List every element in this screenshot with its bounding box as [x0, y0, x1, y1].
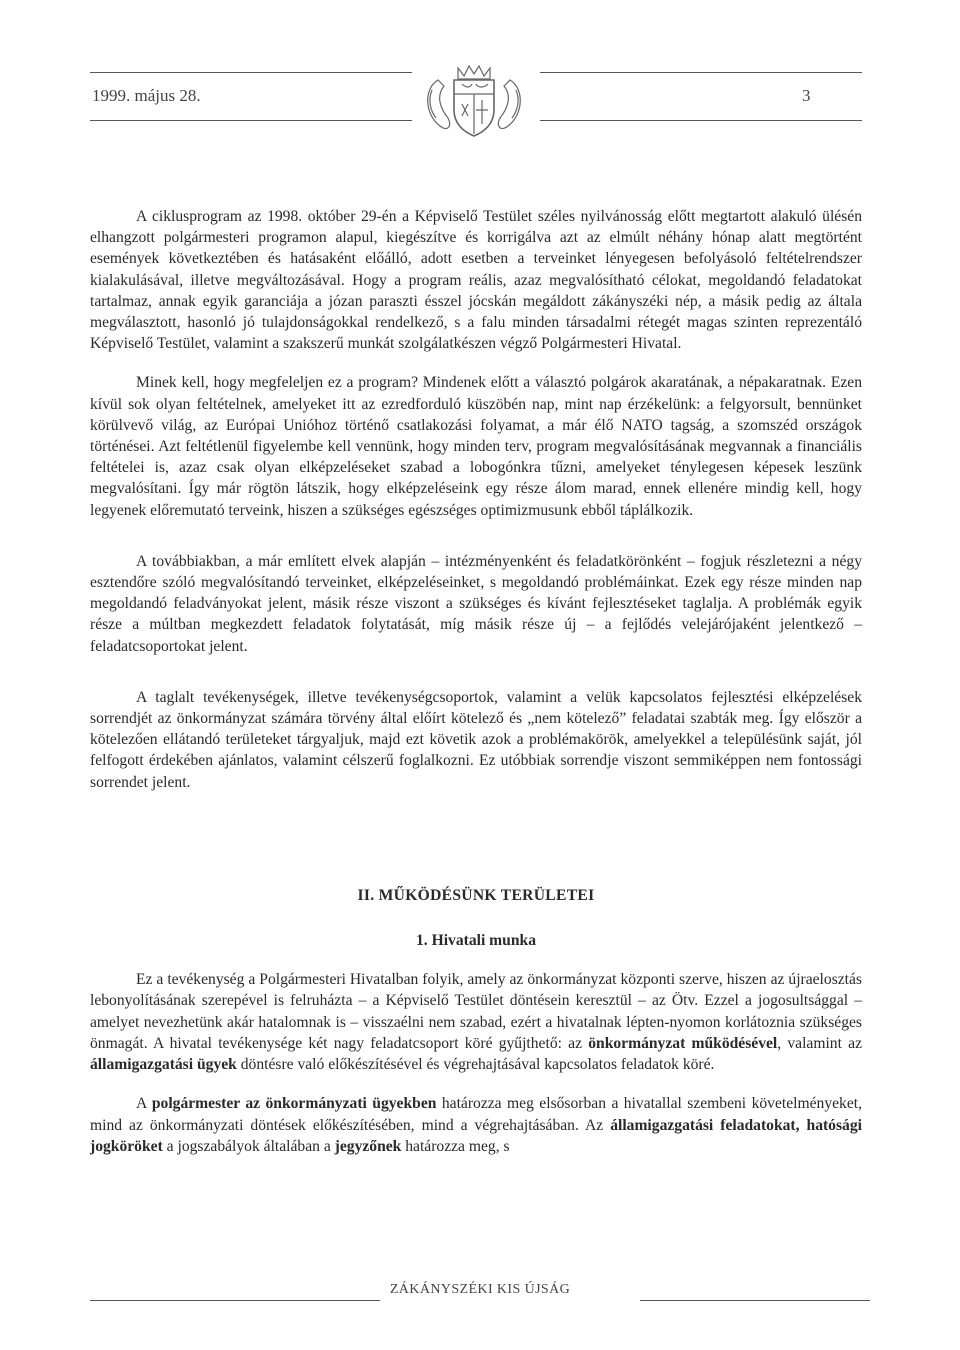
coat-of-arms-emblem [418, 60, 530, 140]
text-run: a jogszabályok általában a [162, 1137, 335, 1155]
page-number: 3 [802, 86, 811, 105]
paragraph-mayor-role [90, 1093, 862, 1157]
text-run: , valamint az [777, 1034, 862, 1052]
header-rule-bottom-right [540, 120, 862, 121]
text-run: Ez a tevékenység a Polgármesteri Hivatalban folyik, amely az önkormányzat központi szerve, hiszen az újraelosztás lebonyolításának szerepével is felruházta – a Képviselő Testület döntésein keresztül – az Ötv. Ezzel a jogosultsággal – amelyet nevezhetünk akár hatalomnak is – visszaélni nem szabad, ezért a hivatalnak lépten-nyomon korlátoznia szükséges önmagát. A hivatal tevékenysége két nagy feladatcsoport köré gyűjthető: az [90, 971, 862, 1052]
footer-rule-left [90, 1300, 380, 1301]
paragraph-further-details: A továbbiakban, a már említett elvek alapján – intézményenként és feladatkörönként – fogjuk részletezni a négy esztendőre szóló megvalósítandó terveinket, elképzeléseinket, s megoldandó problémáinkat. Ezek egy része minden nap megoldandó feladványokat jelent, másik része viszont a szükséges és kívánt fejlesztéseket taglalja. A problémák egyik része a múltban megkezdett feladatok folytatását, míg másik része új – a fejlődés velejárójaként jelentkező – feladatcsoportokat jelent. [90, 552, 862, 655]
text-run: határozza meg, s [401, 1137, 510, 1155]
emphasis-mayor: polgármester az önkormányzati ügyekben [151, 1095, 437, 1113]
header-rule-top-left [90, 72, 412, 73]
subsection-heading: 1. Hivatali munka [415, 932, 536, 950]
paragraph-program-requirements: Minek kell, hogy megfeleljen ez a program? Mindenek előtt a választó polgárok akaratának, a népakaratnak. Ezen kívül sok olyan feltételnek, amelyeket itt az ezredforduló küszöbén nap, mint nap érzékelünk: a felgyorsult, bennünket körülvevő világ, az Európai Unióhoz történő csatlakozási folyamat, a már élő NATO tagság, a szomszéd országok történései. Azt feltétlenül figyelembe kell vennünk, hogy minden terv, program megvalósításának megvannak a financiális feltételei is, azaz csak olyan elképzeléseket szabad a lobogónkra tűzni, amelyeket ténylegesen képesek leszünk megvalósítani. Így már rögtön látszik, hogy elképzeléseink egy része álom marad, ennek ellenére mindig kell, hogy legyenek előremutató terveink, hiszen a szükséges egészséges optimizmusunk ebből táplálkozik. [90, 374, 862, 519]
paragraph-office-work [90, 969, 862, 1075]
paragraph-program-basis: A ciklusprogram az 1998. október 29-én a Képviselő Testület széles nyilvánosság előtt megtartott alakuló ülésén elhangzott polgármesteri programon alapul, kiegészítve és korrigálva azt az elmúlt néhány hónap alatt megtörtént események következtében és hatásaként előálló, adott esetben a terveinket lényegesen befolyásoló feltételrendszer kialakulásával, illetve megváltozásával. Hogy a program reális, azaz megvalósítható célokat, megoldandó feladatokat tartalmaz, annak egyik garanciája a józan paraszti ésszel jócskán megáldott zákányszéki nép, a másik pedig az általa megválasztott, hasonló jó tulajdonságokkal rendelkező, s a falu minden társadalmi rétegét magas szinten reprezentáló Képviselő Testület, valamint a szakszerű munkát szolgálatkészen végző Polgármesteri Hivatal. [90, 208, 862, 353]
emphasis-notary: jegyzőnek [334, 1137, 402, 1155]
section-heading: II. MŰKÖDÉSÜNK TERÜLETEI [357, 886, 595, 904]
paragraph-task-order: A taglalt tevékenységek, illetve tevékenységcsoportok, valamint a velük kapcsolatos fejlesztési elképzelések sorrendjét az önkormányzat számára törvény által előírt kötelező és „nem kötelező” feladatai szabták meg. Így először a kötelezően ellátandó területeket tárgyaljuk, majd ezt követik azok a problémakörök, amelyekkel a településünk saját, jól felfogott érdekében ajánlatos, valamint célszerű foglalkozni. Ez utóbbiak sorrendje viszont semmiképpen nem fontossági sorrendet jelent. [90, 688, 862, 791]
text-run: döntésre való előkészítésével és végrehajtásával kapcsolatos feladatok köré. [236, 1056, 715, 1074]
footer-rule-right [640, 1300, 870, 1301]
text-run: határozza meg elsősorban a hivatallal szembeni követelményeket, mind az önkormányzati döntések előkészítésében, mind a végrehajtásában. Az [90, 1095, 862, 1134]
issue-date: 1999. május 28. [92, 86, 201, 105]
article-body [90, 206, 862, 1157]
emphasis-state-administration: államigazgatási ügyek [90, 1056, 237, 1074]
header-rule-bottom-left [90, 120, 412, 121]
text-run: A [136, 1095, 152, 1113]
publication-name: ZÁKÁNYSZÉKI KIS ÚJSÁG [389, 1282, 571, 1297]
emphasis-authority-tasks: államigazgatási feladatokat, hatósági jogköröket [90, 1116, 862, 1155]
header-rule-top-right [540, 72, 862, 73]
emphasis-municipal-operation: önkormányzat működésével [588, 1034, 778, 1052]
